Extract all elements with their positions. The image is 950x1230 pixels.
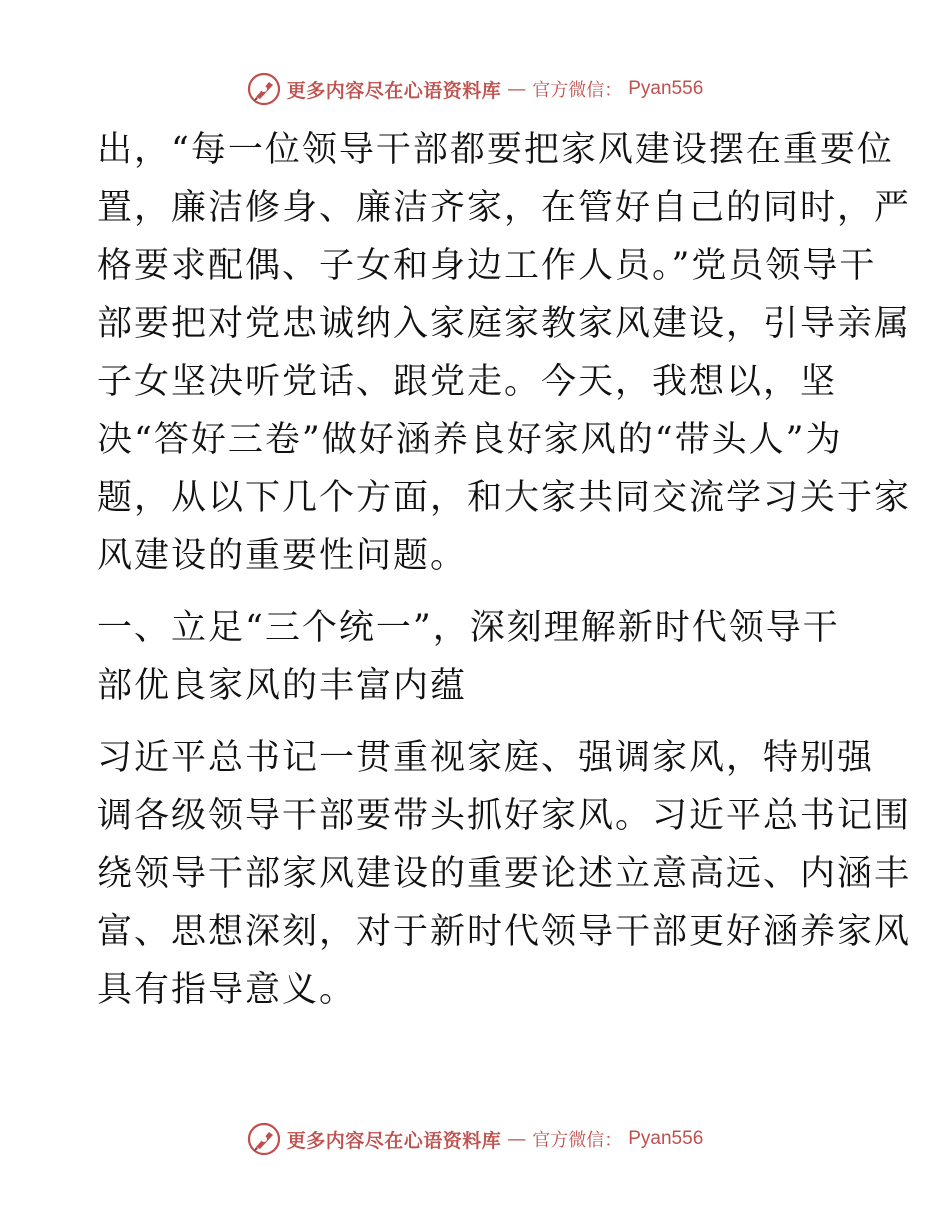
text-line: 子女坚决听党话、跟党走。今天，我想以，坚 xyxy=(97,362,838,402)
header-watermark xyxy=(0,72,950,106)
pen-logo-icon xyxy=(247,1122,281,1156)
section-heading xyxy=(97,599,857,715)
watermark-wechat-label: 官方微信： xyxy=(532,1130,623,1151)
text-line: 富、思想深刻，对于新时代领导干部更好涵养家风 xyxy=(97,912,912,952)
text-line: 置，廉洁修身、廉洁齐家，在管好自己的同时，严 xyxy=(97,188,912,228)
footer-watermark xyxy=(0,1122,950,1156)
text-line: 具有指导意义。 xyxy=(97,970,357,1010)
watermark-wechat-id: Pyan556 xyxy=(628,78,704,99)
watermark-wechat-id: Pyan556 xyxy=(628,1128,704,1149)
text-line: 格要求配偶、子女和身边工作人员。”党员领导干 xyxy=(97,246,877,286)
paragraph-body xyxy=(97,729,912,1019)
watermark-dash: — xyxy=(507,78,527,100)
watermark-dash: — xyxy=(507,1128,527,1150)
text-line: 出，“每一位领导干部都要把家风建设摆在重要位 xyxy=(97,130,894,170)
document-body xyxy=(97,121,912,1019)
heading-line: 部优良家风的丰富内蕴 xyxy=(97,666,468,706)
watermark-wechat-label: 官方微信： xyxy=(532,80,623,101)
text-line: 题，从以下几个方面，和大家共同交流学习关于家 xyxy=(97,478,912,518)
paragraph-intro xyxy=(97,121,912,585)
watermark-text: 更多内容尽在心语资料库 xyxy=(286,1129,502,1152)
text-line: 决“答好三卷”做好涵养良好家风的“带头人”为 xyxy=(97,420,843,460)
text-line: 部要把对党忠诚纳入家庭家教家风建设，引导亲属 xyxy=(97,304,912,344)
text-line: 习近平总书记一贯重视家庭、强调家风，特别强 xyxy=(97,738,875,778)
text-line: 绕领导干部家风建设的重要论述立意高远、内涵丰 xyxy=(97,854,912,894)
text-line: 风建设的重要性问题。 xyxy=(97,536,468,576)
watermark-text: 更多内容尽在心语资料库 xyxy=(286,79,502,102)
heading-line: 一、立足“三个统一”，深刻理解新时代领导干 xyxy=(97,608,840,648)
pen-logo-icon xyxy=(247,72,281,106)
text-line: 调各级领导干部要带头抓好家风。习近平总书记围 xyxy=(97,796,912,836)
